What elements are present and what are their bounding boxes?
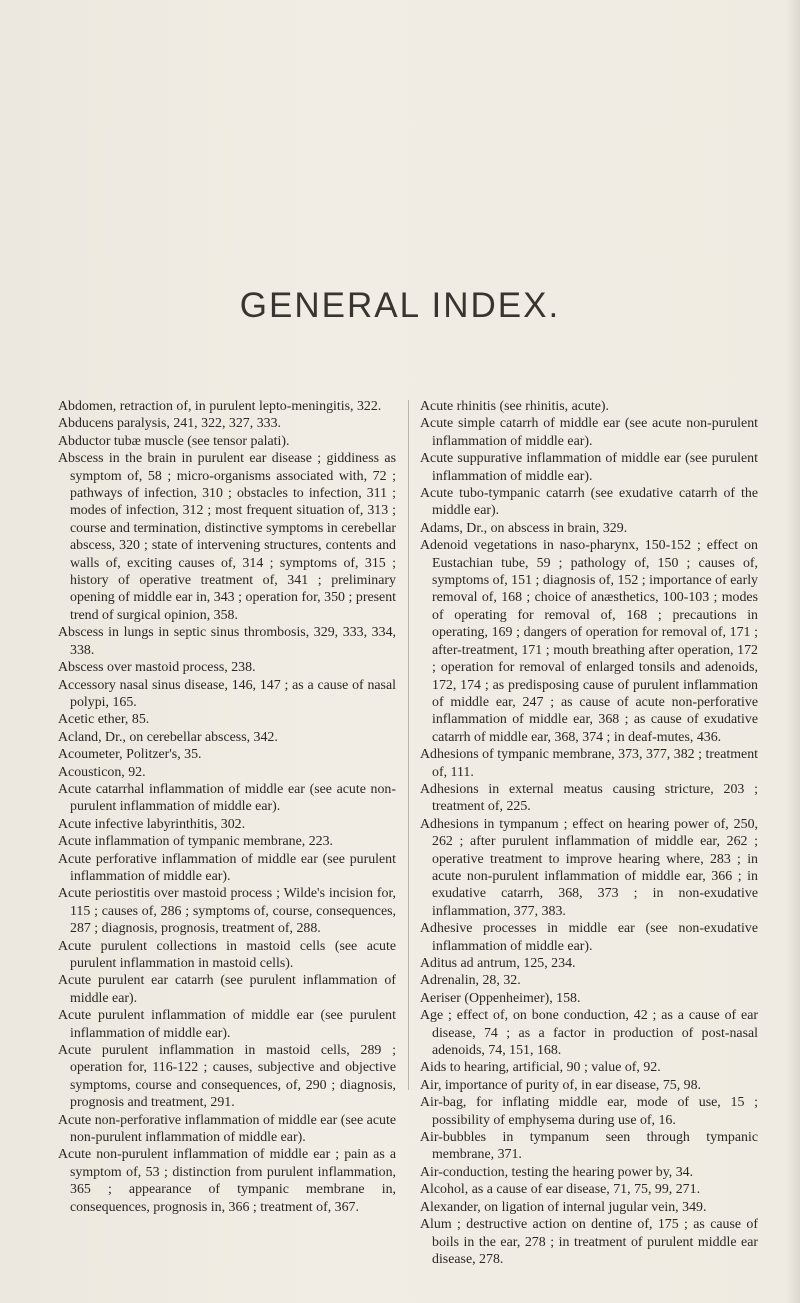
index-entry: Accessory nasal sinus disease, 146, 147 ; as a cause of nasal polypi, 165. <box>58 677 396 710</box>
index-entry: Acute non-perforative inflammation of middle ear (see acute non-purulent inflammation of middle ear). <box>58 1112 396 1146</box>
index-entry: Acute perforative inflammation of middle ear (see purulent inflammation of middle ear). <box>58 851 396 884</box>
index-entry: Alcohol, as a cause of ear disease, 71, 75, 99, 271. <box>420 1182 701 1198</box>
index-entry: Alum ; destructive action on dentine of, 175 ; as cause of boils in the ear, 278 ; in treatment of purulent middle ear disease, 278. <box>420 1217 758 1267</box>
index-entry: Adhesive processes in middle ear (see non-exudative inflammation of middle ear). <box>420 921 758 954</box>
index-entry: Aeriser (Oppenheimer), 158. <box>420 990 581 1006</box>
index-entry: Air-bag, for inflating middle ear, mode of use, 15 ; possibility of emphysema during use of, 16. <box>420 1095 758 1128</box>
index-entry: Acute catarrhal inflammation of middle ear (see acute non-purulent inflammation of middle ear). <box>58 781 396 815</box>
index-entry: Acute infective labyrinthitis, 302. <box>58 816 246 832</box>
index-entry: Air, importance of purity of, in ear disease, 75, 98. <box>420 1077 702 1093</box>
page-edge-shadow <box>786 0 800 1303</box>
index-entry: Acetic ether, 85. <box>58 712 150 728</box>
index-entry: Acute purulent collections in mastoid cells (see acute purulent inflammation in mastoid cells). <box>58 938 396 971</box>
index-entry: Adhesions of tympanic membrane, 373, 377, 382 ; treatment of, 111. <box>420 747 758 780</box>
index-entry: Acute rhinitis (see rhinitis, acute). <box>420 399 610 414</box>
index-entry: Abductor tubæ muscle (see tensor palati). <box>58 433 290 449</box>
page-title: GENERAL INDEX. <box>239 286 561 325</box>
index-entry: Adhesions in external meatus causing stricture, 203 ; treatment of, 225. <box>420 781 758 815</box>
index-entry: Aditus ad antrum, 125, 234. <box>420 956 576 971</box>
index-entry: Acute inflammation of tympanic membrane, 223. <box>58 834 334 850</box>
index-entry: Air-conduction, testing the hearing power by, 34. <box>420 1164 694 1180</box>
index-entry: Acute purulent ear catarrh (see purulent inflammation of middle ear). <box>58 973 396 1006</box>
index-entry: Adenoid vegetations in naso-pharynx, 150-152 ; effect on Eustachian tube, 59 ; pathology of, 150 ; causes of, symptoms of, 151 ; diagnosis of, 152 ; importance of early removal of, 168 ; choice of anæsthetics, 100-103 ; modes of operating for removal of, 168 ; precautions in operating, 169 ; dangers of operation for removal of, 171 ; after-treatment, 171 ; mouth breathing after operation, 172 ; operation for removal of enlarged tonsils and adenoids, 172, 174 ; as predisposing cause of purulent inflammation of middle ear, 247 ; as cause of acute non-perforative inflammation of middle ear, 368 ; as cause of exudative catarrh of middle ear, 368, 374 ; in deaf-mutes, 436. <box>420 538 758 745</box>
index-entry: Acoumeter, Politzer's, 35. <box>58 747 202 763</box>
index-entry: Abdomen, retraction of, in purulent lepto-meningitis, 322. <box>58 399 382 414</box>
index-entry: Adrenalin, 28, 32. <box>420 973 521 989</box>
index-entry: Acousticon, 92. <box>58 764 146 780</box>
index-entry: Acute purulent inflammation in mastoid cells, 289 ; operation for, 116-122 ; causes, subjective and objective symptoms, course and consequences, of, 290 ; diagnosis, prognosis and treatment, 291. <box>58 1043 396 1111</box>
index-entry: Adams, Dr., on abscess in brain, 329. <box>420 520 628 536</box>
column-divider <box>408 400 409 1090</box>
index-entry: Aids to hearing, artificial, 90 ; value of, 92. <box>420 1060 661 1076</box>
index-entry: Acute purulent inflammation of middle ear (see purulent inflammation of middle ear). <box>58 1008 396 1041</box>
index-entry: Abscess in lungs in septic sinus thrombosis, 329, 333, 334, 338. <box>58 625 396 658</box>
index-entry: Acute tubo-tympanic catarrh (see exudative catarrh of the middle ear). <box>420 486 758 519</box>
index-entry: Acland, Dr., on cerebellar abscess, 342. <box>58 729 278 745</box>
index-entry: Alexander, on ligation of internal jugular vein, 349. <box>420 1199 707 1215</box>
index-column-right <box>420 398 758 1268</box>
index-entry: Age ; effect of, on bone conduction, 42 ; as a cause of ear disease, 74 ; as a factor in production of post-nasal adenoids, 74, 151, 168. <box>420 1008 758 1059</box>
index-entry: Abscess over mastoid process, 238. <box>58 660 256 676</box>
index-entry: Acute periostitis over mastoid process ; Wilde's incision for, 115 ; causes of, 286 ; symptoms of, course, consequences, 287 ; diagnosis, prognosis, treatment of, 288. <box>58 886 396 937</box>
index-entry: Air-bubbles in tympanum seen through tympanic membrane, 371. <box>420 1130 758 1163</box>
index-entry: Abducens paralysis, 241, 322, 327, 333. <box>58 416 281 432</box>
index-entry: Acute simple catarrh of middle ear (see acute non-purulent inflammation of middle ear). <box>420 416 758 449</box>
index-entry: Adhesions in tympanum ; effect on hearing power of, 250, 262 ; after purulent inflammation of middle ear, 262 ; operative treatment to improve hearing where, 283 ; in acute non-purulent inflammation of middle ear, 366 ; in exudative catarrh, 368, 373 ; in non-exudative inflammation, 377, 383. <box>420 816 758 919</box>
index-entry: Abscess in the brain in purulent ear disease ; giddiness as symptom of, 58 ; micro-organisms associated with, 72 ; pathways of infection, 310 ; obstacles to infection, 311 ; modes of infection, 312 ; most frequent situation of, 313 ; course and termination, distinctive symptoms in cerebellar abscess, 320 ; state of intervening structures, contents and walls of, exciting causes of, 314 ; symptoms of, 315 ; history of operative treatment of, 341 ; preliminary opening of middle ear in, 343 ; operation for, 350 ; present trend of surgical opinion, 358. <box>58 451 396 623</box>
index-entry: Acute non-purulent inflammation of middle ear ; pain as a symptom of, 53 ; distinction from purulent inflammation, 365 ; appearance of tympanic membrane in, consequences, prognosis in, 366 ; treatment of, 367. <box>58 1147 396 1215</box>
index-entry: Acute suppurative inflammation of middle ear (see purulent inflammation of middle ear). <box>420 451 758 484</box>
index-column-left <box>58 398 396 1216</box>
